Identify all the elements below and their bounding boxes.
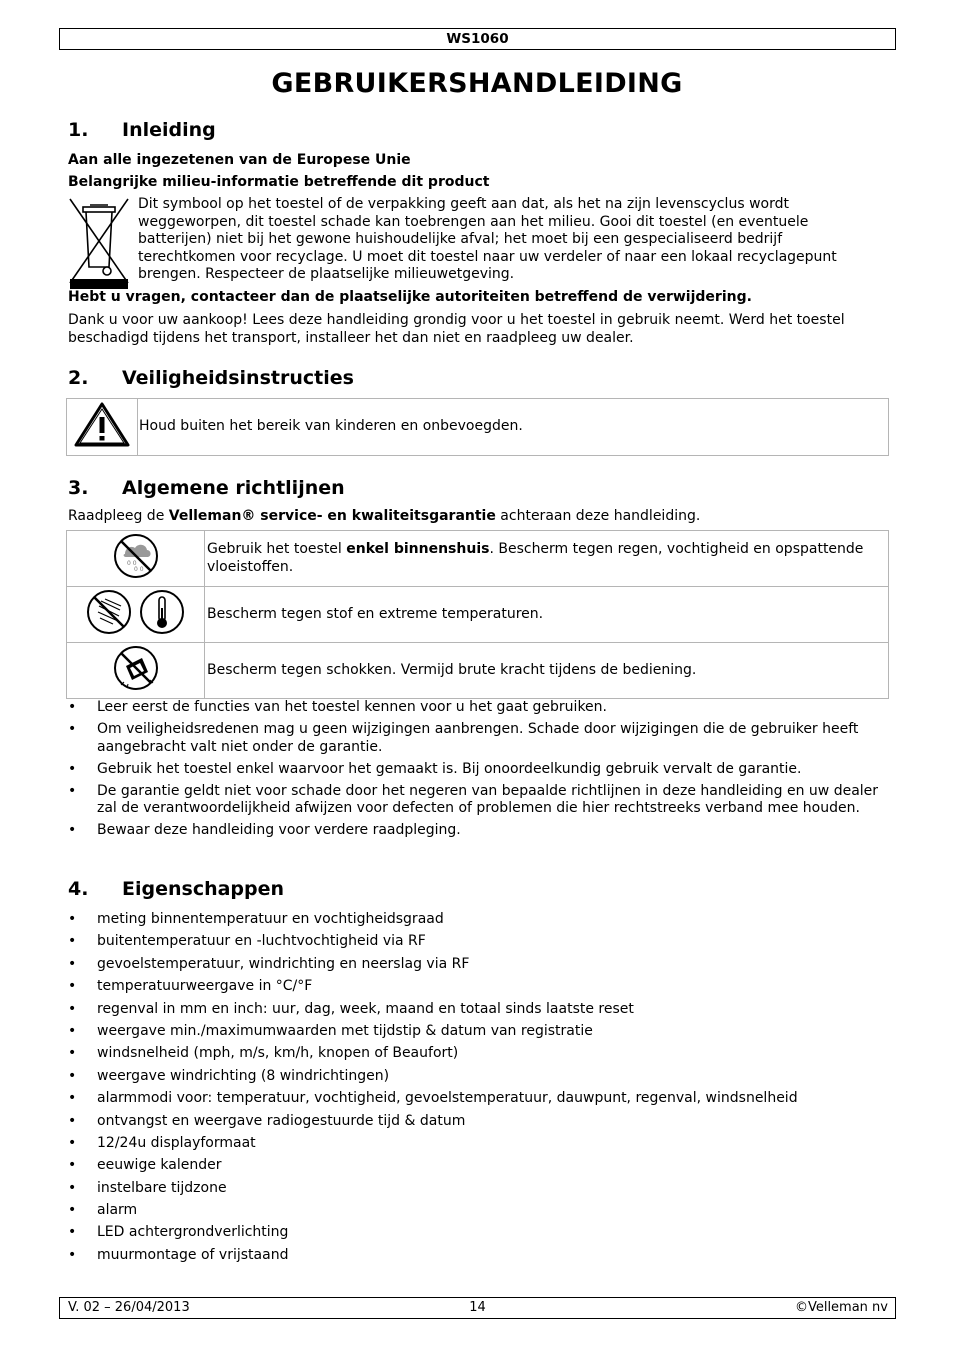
safety-table — [66, 398, 889, 456]
copyright: ©Velleman nv — [794, 1300, 888, 1315]
list-item: • De garantie geldt niet voor schade door het negeren van bepaalde richtlijnen in deze handleiding en uw dealer zal de verantwoordelijkheid afwijzen voor defecten of problemen die hier rechtstreeks verband mee houden. — [68, 783, 890, 818]
list-item: • instelbare tijdzone — [68, 1180, 890, 1202]
svg-text:0 0: 0 0 — [126, 559, 137, 567]
contact-authorities-text: Hebt u vragen, contacteer dan de plaatselijke autoriteiten betreffend de verwijdering. — [68, 289, 752, 305]
list-item: • gevoelstemperatuur, windrichting en neerslag via RF — [68, 956, 890, 978]
list-item: • alarm — [68, 1202, 890, 1224]
thanks-paragraph: Dank u voor uw aankoop! Lees deze handleiding grondig voor u het toestel in gebruik neemt. Werd het toestel beschadigd tijdens het transport, installeer het dan niet en raadpleeg uw dealer. — [68, 312, 845, 346]
guideline-row-shock — [67, 643, 889, 699]
features-list — [68, 911, 890, 1269]
guidelines-table — [66, 530, 889, 699]
list-item: • windsnelheid (mph, m/s, km/h, knopen of Beaufort) — [68, 1045, 890, 1067]
list-item: • Leer eerst de functies van het toestel kennen voor u het gaat gebruiken. — [68, 699, 890, 717]
page-footer — [59, 1297, 896, 1319]
eu-residents-subheading: Aan alle ingezetenen van de Europese Unie — [68, 152, 411, 168]
no-rain-icon — [67, 531, 205, 587]
list-item: • ontvangst en weergave radiogestuurde tijd & datum — [68, 1113, 890, 1135]
list-item: • Gebruik het toestel enkel waarvoor het gemaakt is. Bij onoordeelkundig gebruik vervalt de garantie. — [68, 761, 890, 779]
thermometer-icon — [138, 588, 186, 636]
list-item: • temperatuurweergave in °C/°F — [68, 978, 890, 1000]
weee-bin-icon — [68, 197, 130, 291]
guideline-row-indoor — [67, 531, 889, 587]
safety-row — [67, 399, 889, 456]
section-1-heading: 1. Inleiding — [68, 119, 216, 141]
environment-info-subheading: Belangrijke milieu-informatie betreffende dit product — [68, 174, 490, 190]
guarantee-reference: Raadpleeg de Velleman® service- en kwaliteitsgarantie achteraan deze handleiding. — [68, 508, 701, 524]
section-4-heading: 4. Eigenschappen — [68, 878, 285, 900]
section-2-heading: 2. Veiligheidsinstructies — [68, 367, 354, 389]
list-item: • muurmontage of vrijstaand — [68, 1247, 890, 1269]
warning-text: Houd buiten het bereik van kinderen en onbevoegden. — [138, 399, 889, 456]
list-item: • meting binnentemperatuur en vochtigheidsgraad — [68, 911, 890, 933]
no-dust-icon — [85, 588, 133, 636]
list-item: • Om veiligheidsredenen mag u geen wijzigingen aanbrengen. Schade door wijzigingen die de gebruiker heeft aangebracht valt niet onder de garantie. — [68, 721, 890, 756]
indoor-use-text: Gebruik het toestel enkel binnenshuis. Bescherm tegen regen, vochtigheid en opspattende vloeistoffen. — [205, 531, 889, 587]
list-item: • regenval in mm en inch: uur, dag, week, maand en totaal sinds laatste reset — [68, 1001, 890, 1023]
list-item: • alarmmodi voor: temperatuur, vochtigheid, gevoelstemperatuur, dauwpunt, regenval, windsnelheid — [68, 1090, 890, 1112]
list-item: • buitentemperatuur en -luchtvochtigheid via RF — [68, 933, 890, 955]
list-item: • LED achtergrondverlichting — [68, 1224, 890, 1246]
list-item: • 12/24u displayformaat — [68, 1135, 890, 1157]
list-item: • eeuwige kalender — [68, 1157, 890, 1179]
document-title: GEBRUIKERSHANDLEIDING — [271, 68, 683, 99]
list-item: • weergave min./maximumwaarden met tijdstip & datum van registratie — [68, 1023, 890, 1045]
svg-text:0 0: 0 0 — [133, 565, 144, 573]
guideline-row-dust-temp — [67, 587, 889, 643]
guideline-bullets — [68, 699, 890, 844]
weee-paragraph: Dit symbool op het toestel of de verpakking geeft aan dat, als het na zijn levenscyclus wordt weggeworpen, dit toestel schade kan toebrengen aan het milieu. Gooi dit toestel (en eventuele batterijen) niet bij het gewone huishoudelijke afval; het moet bij een gespecialiseerd bedrijf terechtkomen voor recyclage. U moet dit toestel naar uw verdeler of naar een lokaal recyclagepunt brengen. Respecteer de plaatselijke milieuwetgeving. — [138, 196, 837, 282]
list-item: • weergave windrichting (8 windrichtingen) — [68, 1068, 890, 1090]
list-item: • Bewaar deze handleiding voor verdere raadpleging. — [68, 822, 890, 840]
section-3-heading: 3. Algemene richtlijnen — [68, 477, 345, 499]
no-shock-icon — [67, 643, 205, 699]
page-header — [59, 28, 896, 50]
page-number: 14 — [469, 1300, 486, 1315]
version-date: V. 02 – 26/04/2013 — [68, 1300, 190, 1315]
model-number: WS1060 — [446, 31, 509, 47]
warning-triangle-icon — [67, 399, 138, 456]
shock-text: Bescherm tegen schokken. Vermijd brute kracht tijdens de bediening. — [205, 643, 889, 699]
dust-temperature-text: Bescherm tegen stof en extreme temperaturen. — [205, 587, 889, 643]
